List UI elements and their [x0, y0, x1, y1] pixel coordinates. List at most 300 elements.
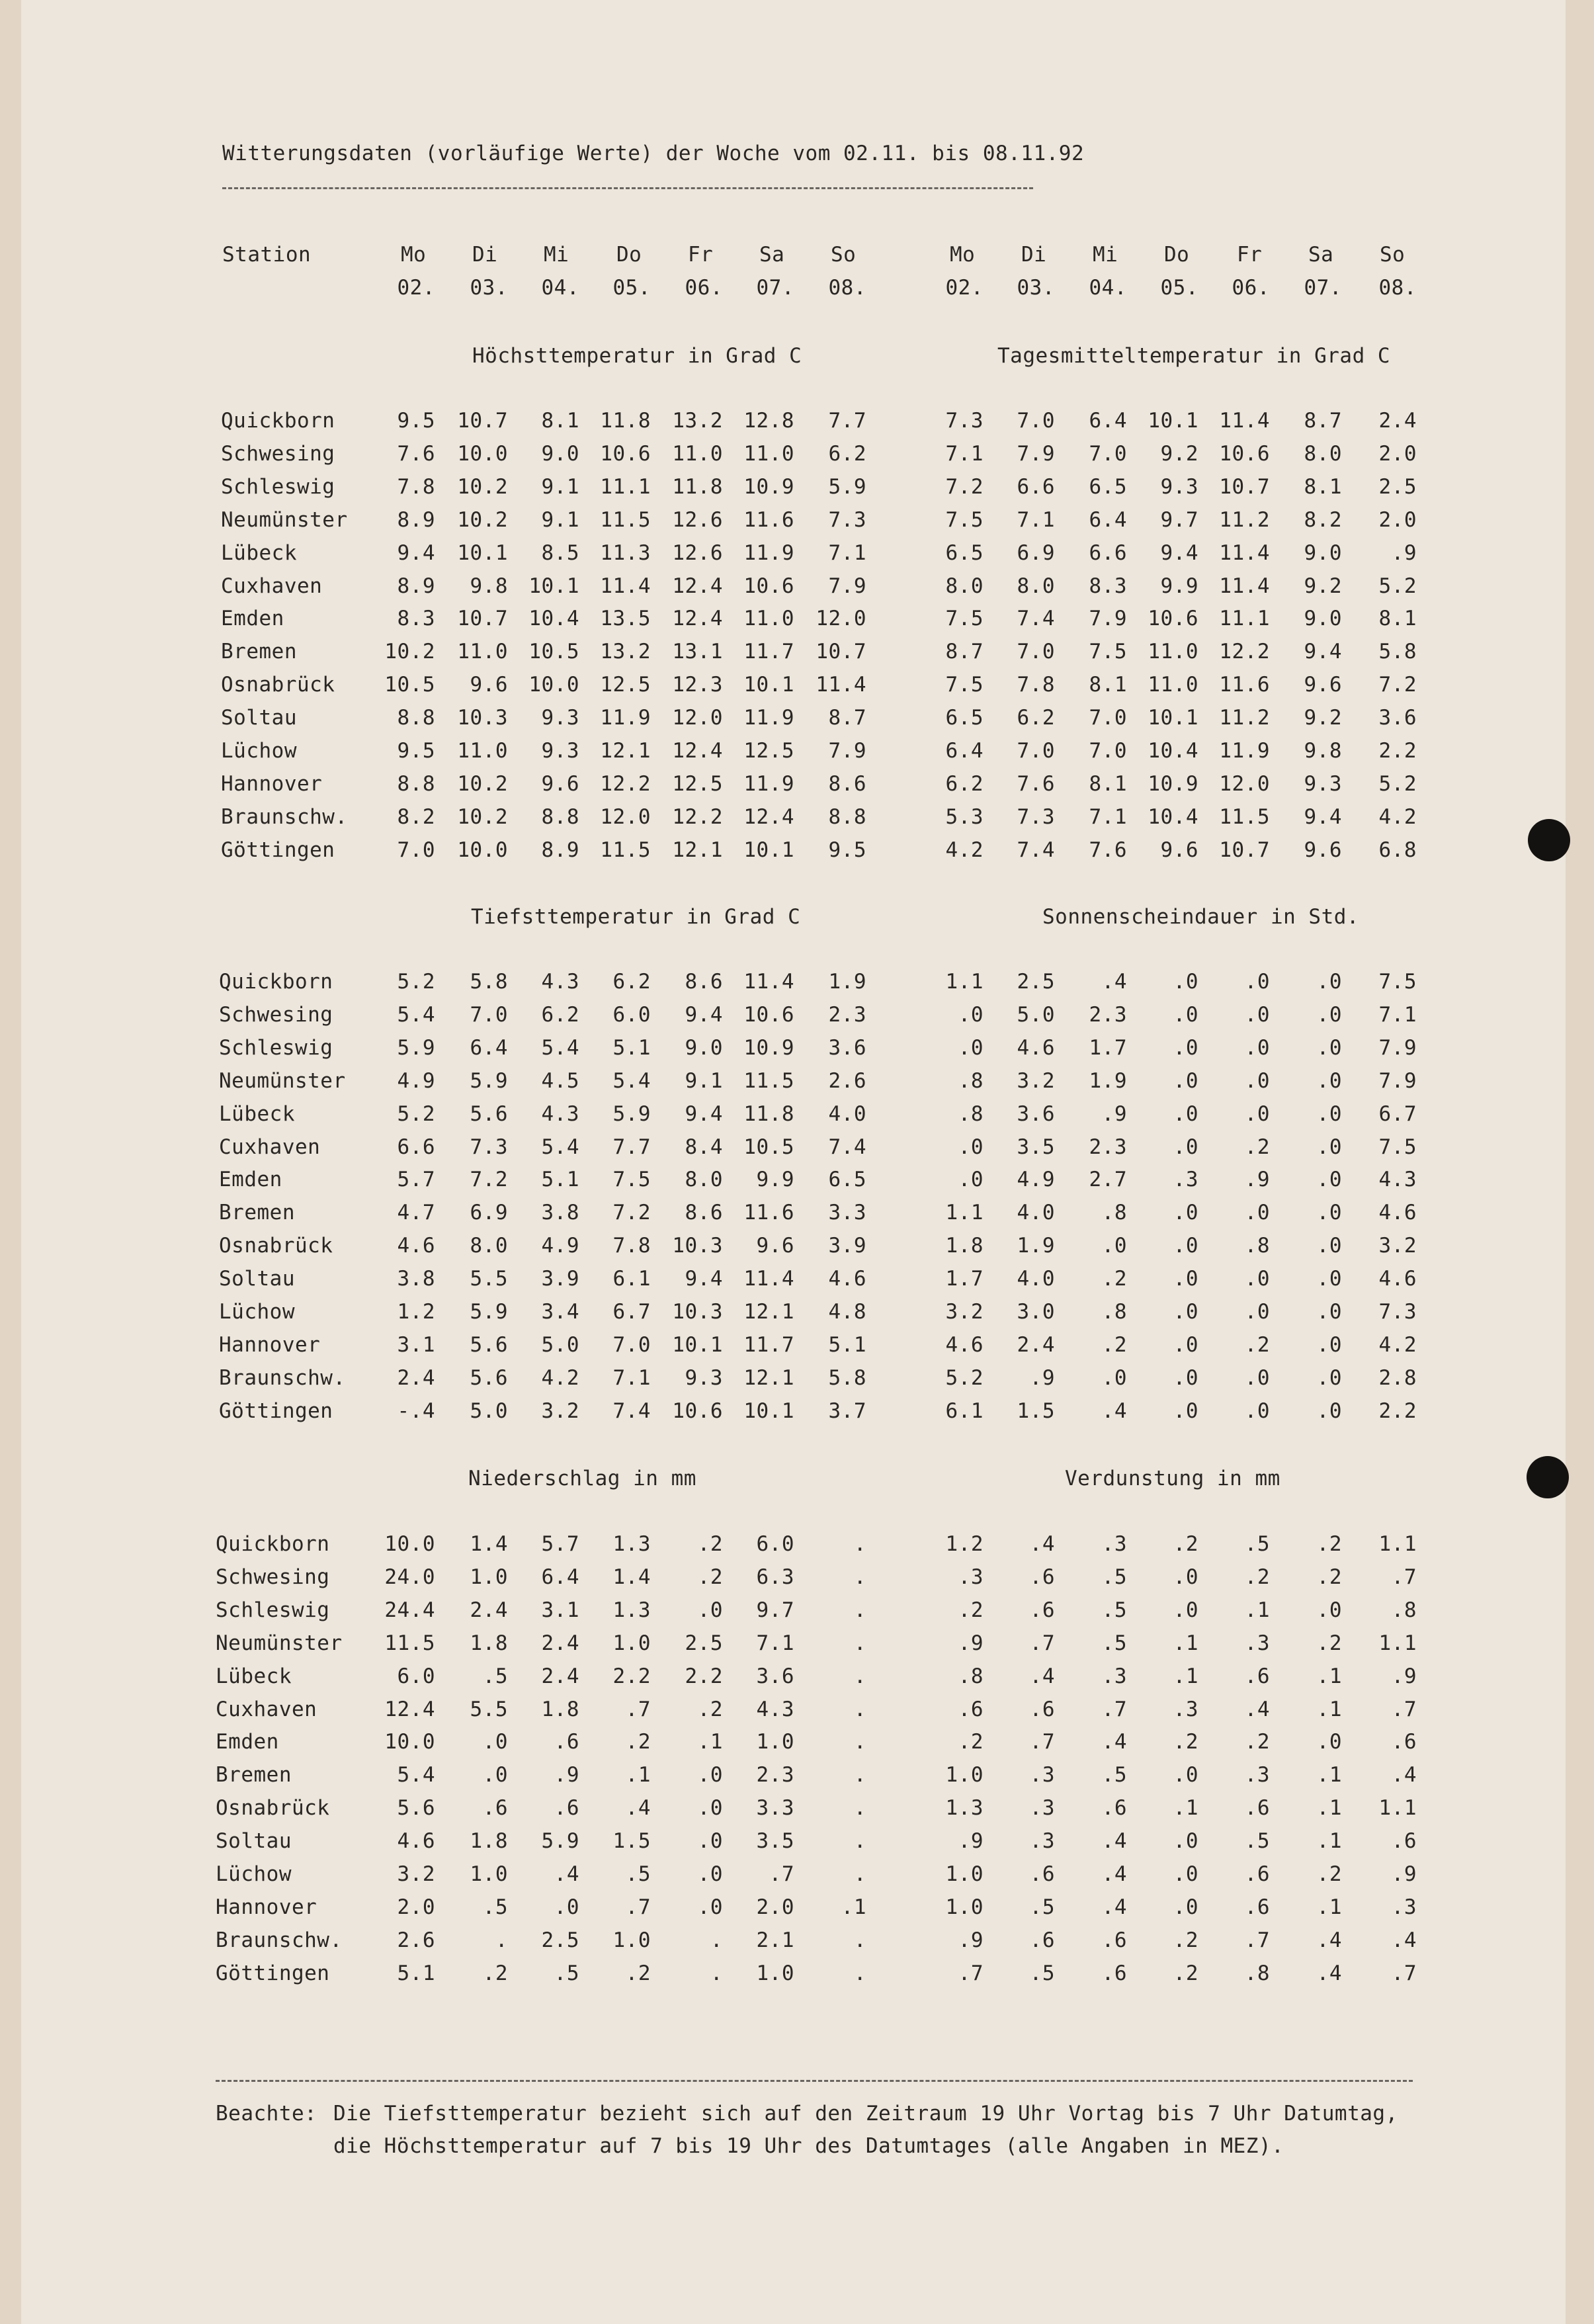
- value-cell-right: 6.2: [945, 772, 984, 796]
- value-cell-left: 8.6: [685, 970, 723, 994]
- value-cell-right: .6: [1244, 1895, 1270, 1919]
- value-cell-left: 5.0: [541, 1333, 579, 1357]
- value-cell-left: 3.3: [828, 1201, 866, 1225]
- day-header-right: Do: [1164, 243, 1190, 267]
- value-cell-left: 11.0: [457, 739, 508, 763]
- value-cell-left: 3.9: [541, 1267, 579, 1291]
- day-header-left: Di: [472, 243, 498, 267]
- value-cell-right: .5: [1244, 1829, 1270, 1853]
- value-cell-right: .4: [1244, 1698, 1270, 1721]
- value-cell-left: 10.1: [743, 673, 794, 697]
- value-cell-right: .4: [1101, 1829, 1127, 1853]
- value-cell-right: .4: [1391, 1928, 1417, 1952]
- punch-hole-lower: [1527, 1456, 1569, 1498]
- value-cell-right: 7.0: [1017, 640, 1055, 664]
- value-cell-left: 13.2: [600, 640, 651, 664]
- value-cell-right: 6.5: [1089, 475, 1127, 499]
- value-cell-right: 11.6: [1219, 673, 1270, 697]
- value-cell-right: .0: [1173, 1069, 1198, 1093]
- value-cell-right: 8.1: [1304, 475, 1342, 499]
- value-cell-right: 2.3: [1089, 1003, 1127, 1027]
- value-cell-right: 2.5: [1378, 475, 1417, 499]
- value-cell-left: .: [853, 1532, 866, 1556]
- value-cell-left: 1.8: [541, 1698, 579, 1721]
- value-cell-right: .4: [1029, 1532, 1055, 1556]
- value-cell-left: 11.5: [384, 1631, 435, 1655]
- value-cell-left: 2.3: [828, 1003, 866, 1027]
- value-cell-left: 10.2: [384, 640, 435, 664]
- value-cell-right: 7.0: [1017, 409, 1055, 433]
- value-cell-left: 6.0: [397, 1664, 435, 1688]
- value-cell-right: .0: [1244, 1267, 1270, 1291]
- day-header-left: Do: [616, 243, 642, 267]
- value-cell-left: 5.4: [541, 1135, 579, 1159]
- value-cell-right: .7: [1391, 1961, 1417, 1985]
- value-cell-right: 9.6: [1160, 838, 1198, 862]
- value-cell-left: 12.5: [672, 772, 723, 796]
- value-cell-right: .0: [958, 1168, 984, 1191]
- value-cell-right: 2.5: [1017, 970, 1055, 994]
- value-cell-right: 7.1: [945, 442, 984, 466]
- block-title-left: Niederschlag in mm: [468, 1467, 696, 1490]
- value-cell-right: 7.1: [1378, 1003, 1417, 1027]
- value-cell-right: 1.9: [1089, 1069, 1127, 1093]
- value-cell-right: .0: [1244, 1102, 1270, 1126]
- value-cell-right: .0: [958, 1036, 984, 1060]
- value-cell-left: .2: [625, 1730, 651, 1754]
- value-cell-left: 6.7: [612, 1300, 651, 1324]
- value-cell-left: .1: [625, 1763, 651, 1787]
- value-cell-right: .6: [1029, 1565, 1055, 1589]
- value-cell-left: 10.0: [384, 1730, 435, 1754]
- station-name: Cuxhaven: [219, 1135, 321, 1159]
- value-cell-right: .2: [1173, 1730, 1198, 1754]
- value-cell-right: .0: [1316, 1135, 1342, 1159]
- value-cell-left: 5.4: [397, 1003, 435, 1027]
- value-cell-right: 8.7: [945, 640, 984, 664]
- value-cell-right: 1.1: [945, 1201, 984, 1225]
- date-header-left: 07.: [756, 276, 794, 300]
- footer-rule: [216, 2080, 1413, 2082]
- value-cell-right: .3: [1029, 1796, 1055, 1820]
- value-cell-right: 7.3: [1378, 1300, 1417, 1324]
- value-cell-right: 7.6: [1017, 772, 1055, 796]
- station-name: Bremen: [221, 640, 297, 664]
- value-cell-left: 8.6: [685, 1201, 723, 1225]
- value-cell-right: 11.0: [1148, 640, 1198, 664]
- value-cell-left: 11.8: [672, 475, 723, 499]
- value-cell-left: 5.1: [541, 1168, 579, 1191]
- station-name: Emden: [221, 607, 284, 630]
- value-cell-left: .0: [482, 1730, 508, 1754]
- value-cell-right: 9.6: [1304, 673, 1342, 697]
- value-cell-right: 6.6: [1089, 541, 1127, 565]
- value-cell-right: .9: [1391, 1664, 1417, 1688]
- value-cell-right: 9.3: [1160, 475, 1198, 499]
- value-cell-left: .: [853, 1961, 866, 1985]
- value-cell-left: .0: [482, 1763, 508, 1787]
- value-cell-right: 1.0: [945, 1895, 984, 1919]
- value-cell-left: 10.5: [528, 640, 579, 664]
- value-cell-left: 8.4: [685, 1135, 723, 1159]
- block-title-right: Sonnenscheindauer in Std.: [1042, 905, 1360, 929]
- value-cell-right: .2: [1244, 1333, 1270, 1357]
- date-header-left: 03.: [470, 276, 508, 300]
- value-cell-right: 11.1: [1219, 607, 1270, 630]
- value-cell-left: 8.8: [397, 706, 435, 730]
- value-cell-left: 12.0: [816, 607, 866, 630]
- value-cell-right: .0: [1101, 1366, 1127, 1390]
- value-cell-left: 4.8: [828, 1300, 866, 1324]
- value-cell-right: 10.4: [1148, 739, 1198, 763]
- value-cell-left: 3.6: [828, 1036, 866, 1060]
- value-cell-right: 12.2: [1219, 640, 1270, 664]
- value-cell-left: 4.3: [541, 970, 579, 994]
- date-header-right: 08.: [1378, 276, 1417, 300]
- note-line-2: die Höchsttemperatur auf 7 bis 19 Uhr des Datumtages (alle Angaben in MEZ).: [333, 2134, 1284, 2158]
- value-cell-right: 2.2: [1378, 1399, 1417, 1423]
- value-cell-right: 2.0: [1378, 442, 1417, 466]
- value-cell-left: 11.9: [600, 706, 651, 730]
- value-cell-right: 11.2: [1219, 706, 1270, 730]
- value-cell-left: 4.3: [541, 1102, 579, 1126]
- value-cell-left: 6.4: [470, 1036, 508, 1060]
- value-cell-right: .8: [1244, 1961, 1270, 1985]
- value-cell-right: 7.2: [945, 475, 984, 499]
- value-cell-left: 12.2: [672, 805, 723, 829]
- value-cell-left: 3.4: [541, 1300, 579, 1324]
- value-cell-right: 6.5: [945, 706, 984, 730]
- value-cell-right: 6.6: [1017, 475, 1055, 499]
- value-cell-left: .7: [625, 1698, 651, 1721]
- value-cell-right: 2.4: [1017, 1333, 1055, 1357]
- value-cell-right: 2.0: [1378, 508, 1417, 532]
- value-cell-right: .1: [1173, 1664, 1198, 1688]
- value-cell-left: .2: [482, 1961, 508, 1985]
- value-cell-left: 24.4: [384, 1598, 435, 1622]
- value-cell-left: .0: [697, 1895, 723, 1919]
- value-cell-left: .6: [482, 1796, 508, 1820]
- value-cell-right: 11.9: [1219, 739, 1270, 763]
- value-cell-right: 9.2: [1160, 442, 1198, 466]
- value-cell-right: 7.3: [945, 409, 984, 433]
- value-cell-right: 4.0: [1017, 1201, 1055, 1225]
- value-cell-right: .0: [1173, 1862, 1198, 1886]
- value-cell-left: .9: [554, 1763, 579, 1787]
- value-cell-left: .0: [697, 1796, 723, 1820]
- value-cell-right: 9.8: [1304, 739, 1342, 763]
- value-cell-right: 7.3: [1017, 805, 1055, 829]
- value-cell-right: .5: [1029, 1895, 1055, 1919]
- value-cell-right: 5.0: [1017, 1003, 1055, 1027]
- value-cell-right: .6: [1029, 1598, 1055, 1622]
- value-cell-right: .7: [1101, 1698, 1127, 1721]
- date-header-right: 03.: [1017, 276, 1055, 300]
- value-cell-right: .0: [1173, 1267, 1198, 1291]
- document-title: Witterungsdaten (vorläufige Werte) der Woche vom 02.11. bis 08.11.92: [222, 142, 1085, 165]
- value-cell-right: .8: [1101, 1201, 1127, 1225]
- value-cell-left: 5.0: [470, 1399, 508, 1423]
- station-name: Cuxhaven: [221, 574, 323, 598]
- value-cell-left: .: [853, 1598, 866, 1622]
- station-name: Lüchow: [219, 1300, 295, 1324]
- value-cell-right: .8: [958, 1664, 984, 1688]
- value-cell-left: 9.1: [541, 508, 579, 532]
- value-cell-right: 1.0: [945, 1862, 984, 1886]
- value-cell-right: 4.6: [945, 1333, 984, 1357]
- value-cell-left: 7.0: [470, 1003, 508, 1027]
- value-cell-right: .9: [1244, 1168, 1270, 1191]
- value-cell-left: 4.5: [541, 1069, 579, 1093]
- value-cell-left: 10.9: [743, 1036, 794, 1060]
- value-cell-right: 3.6: [1378, 706, 1417, 730]
- date-header-left: 06.: [685, 276, 723, 300]
- day-header-right: Mi: [1093, 243, 1118, 267]
- value-cell-left: 12.4: [672, 739, 723, 763]
- date-header-left: 08.: [828, 276, 866, 300]
- value-cell-right: .2: [1244, 1565, 1270, 1589]
- value-cell-left: 10.7: [816, 640, 866, 664]
- value-cell-right: .9: [1029, 1366, 1055, 1390]
- value-cell-left: 11.1: [600, 475, 651, 499]
- value-cell-left: 10.3: [457, 706, 508, 730]
- value-cell-left: 5.1: [612, 1036, 651, 1060]
- value-cell-right: .0: [1173, 1366, 1198, 1390]
- value-cell-right: 1.0: [945, 1763, 984, 1787]
- value-cell-left: 10.3: [672, 1300, 723, 1324]
- value-cell-right: 10.1: [1148, 706, 1198, 730]
- value-cell-left: 5.6: [397, 1796, 435, 1820]
- value-cell-right: 7.9: [1089, 607, 1127, 630]
- value-cell-right: .4: [1101, 1862, 1127, 1886]
- value-cell-left: 12.2: [600, 772, 651, 796]
- value-cell-right: .3: [1029, 1829, 1055, 1853]
- value-cell-left: 7.3: [828, 508, 866, 532]
- value-cell-right: .0: [1173, 1333, 1198, 1357]
- value-cell-left: 3.2: [397, 1862, 435, 1886]
- value-cell-right: .2: [958, 1730, 984, 1754]
- value-cell-right: 3.2: [1017, 1069, 1055, 1093]
- value-cell-left: 9.1: [685, 1069, 723, 1093]
- date-header-right: 05.: [1160, 276, 1198, 300]
- value-cell-right: .7: [1391, 1698, 1417, 1721]
- value-cell-left: 10.1: [743, 838, 794, 862]
- value-cell-left: 11.4: [743, 970, 794, 994]
- value-cell-left: 11.0: [743, 607, 794, 630]
- value-cell-left: 5.9: [470, 1069, 508, 1093]
- value-cell-left: 4.6: [397, 1829, 435, 1853]
- value-cell-right: 7.0: [1089, 442, 1127, 466]
- value-cell-right: .6: [1029, 1698, 1055, 1721]
- value-cell-right: 8.7: [1304, 409, 1342, 433]
- value-cell-right: .7: [1029, 1631, 1055, 1655]
- value-cell-left: 3.8: [397, 1267, 435, 1291]
- value-cell-right: .4: [1391, 1763, 1417, 1787]
- value-cell-left: 2.4: [541, 1631, 579, 1655]
- value-cell-right: .0: [1244, 1366, 1270, 1390]
- value-cell-right: 3.5: [1017, 1135, 1055, 1159]
- value-cell-right: .8: [1244, 1234, 1270, 1258]
- value-cell-right: 8.1: [1089, 673, 1127, 697]
- value-cell-left: 5.9: [612, 1102, 651, 1126]
- value-cell-right: .9: [958, 1631, 984, 1655]
- value-cell-right: 10.6: [1148, 607, 1198, 630]
- value-cell-right: .0: [958, 1135, 984, 1159]
- value-cell-right: .7: [1391, 1565, 1417, 1589]
- value-cell-left: 2.4: [541, 1664, 579, 1688]
- station-name: Braunschw.: [219, 1366, 346, 1390]
- value-cell-left: 10.0: [528, 673, 579, 697]
- value-cell-left: 9.6: [470, 673, 508, 697]
- station-name: Quickborn: [219, 970, 333, 994]
- value-cell-right: 10.1: [1148, 409, 1198, 433]
- value-cell-left: 5.7: [397, 1168, 435, 1191]
- value-cell-left: 8.2: [397, 805, 435, 829]
- value-cell-right: .2: [1244, 1730, 1270, 1754]
- value-cell-right: 4.2: [1378, 1333, 1417, 1357]
- value-cell-right: .3: [1173, 1698, 1198, 1721]
- value-cell-right: .0: [1316, 1234, 1342, 1258]
- value-cell-left: 10.0: [457, 838, 508, 862]
- value-cell-right: .6: [958, 1698, 984, 1721]
- value-cell-left: 10.9: [743, 475, 794, 499]
- value-cell-right: .6: [1029, 1928, 1055, 1952]
- value-cell-left: 2.0: [397, 1895, 435, 1919]
- value-cell-right: .0: [1244, 1300, 1270, 1324]
- value-cell-right: 7.4: [1017, 838, 1055, 862]
- value-cell-right: 7.4: [1017, 607, 1055, 630]
- value-cell-right: .9: [1391, 1862, 1417, 1886]
- value-cell-left: 7.8: [612, 1234, 651, 1258]
- value-cell-left: 3.2: [541, 1399, 579, 1423]
- value-cell-right: .0: [1244, 1399, 1270, 1423]
- value-cell-right: .0: [1316, 1168, 1342, 1191]
- value-cell-left: 8.0: [470, 1234, 508, 1258]
- value-cell-left: .: [853, 1862, 866, 1886]
- value-cell-left: 6.9: [470, 1201, 508, 1225]
- value-cell-right: 12.0: [1219, 772, 1270, 796]
- value-cell-right: .0: [1244, 970, 1270, 994]
- value-cell-left: 12.1: [600, 739, 651, 763]
- value-cell-right: 10.4: [1148, 805, 1198, 829]
- value-cell-left: .: [853, 1730, 866, 1754]
- value-cell-right: 1.1: [1378, 1796, 1417, 1820]
- value-cell-left: 7.9: [828, 739, 866, 763]
- value-cell-right: 3.2: [945, 1300, 984, 1324]
- value-cell-left: 2.3: [756, 1763, 794, 1787]
- value-cell-left: 9.6: [541, 772, 579, 796]
- day-header-right: Di: [1021, 243, 1047, 267]
- value-cell-right: .4: [1029, 1664, 1055, 1688]
- value-cell-right: .9: [1101, 1102, 1127, 1126]
- value-cell-right: .5: [1101, 1598, 1127, 1622]
- value-cell-left: 8.8: [828, 805, 866, 829]
- station-name: Braunschw.: [221, 805, 348, 829]
- value-cell-left: 10.3: [672, 1234, 723, 1258]
- date-header-left: 05.: [612, 276, 651, 300]
- value-cell-right: .1: [1316, 1829, 1342, 1853]
- value-cell-right: 4.3: [1378, 1168, 1417, 1191]
- value-cell-left: 13.1: [672, 640, 723, 664]
- value-cell-left: 5.4: [397, 1763, 435, 1787]
- value-cell-right: 5.3: [945, 805, 984, 829]
- value-cell-right: .0: [1173, 1895, 1198, 1919]
- value-cell-right: 9.0: [1304, 541, 1342, 565]
- value-cell-left: 5.9: [397, 1036, 435, 1060]
- value-cell-left: 9.5: [397, 409, 435, 433]
- value-cell-left: 12.1: [743, 1366, 794, 1390]
- value-cell-left: 13.2: [672, 409, 723, 433]
- value-cell-left: 8.9: [397, 574, 435, 598]
- value-cell-right: 4.6: [1017, 1036, 1055, 1060]
- station-name: Göttingen: [221, 838, 335, 862]
- value-cell-right: .6: [1101, 1961, 1127, 1985]
- value-cell-left: 5.9: [828, 475, 866, 499]
- value-cell-right: .1: [1316, 1895, 1342, 1919]
- value-cell-right: .4: [1101, 1730, 1127, 1754]
- value-cell-left: 8.6: [828, 772, 866, 796]
- value-cell-left: 7.1: [612, 1366, 651, 1390]
- value-cell-left: 7.8: [397, 475, 435, 499]
- value-cell-right: .1: [1244, 1598, 1270, 1622]
- note-label: Beachte:: [216, 2102, 317, 2126]
- day-header-left: Mo: [401, 243, 427, 267]
- value-cell-left: 5.2: [397, 970, 435, 994]
- value-cell-left: .: [853, 1698, 866, 1721]
- station-name: Schleswig: [221, 475, 335, 499]
- value-cell-left: 9.1: [541, 475, 579, 499]
- value-cell-right: 1.3: [945, 1796, 984, 1820]
- value-cell-right: 9.2: [1304, 574, 1342, 598]
- value-cell-left: .: [710, 1928, 723, 1952]
- value-cell-left: 10.7: [457, 409, 508, 433]
- value-cell-right: .6: [1029, 1862, 1055, 1886]
- value-cell-left: 5.6: [470, 1102, 508, 1126]
- value-cell-right: .2: [1173, 1928, 1198, 1952]
- value-cell-right: 9.4: [1304, 640, 1342, 664]
- station-name: Soltau: [216, 1829, 292, 1853]
- value-cell-right: 7.5: [1378, 970, 1417, 994]
- day-header-right: Sa: [1308, 243, 1334, 267]
- value-cell-right: .0: [1316, 1102, 1342, 1126]
- value-cell-right: .6: [1391, 1829, 1417, 1853]
- date-header-right: 07.: [1304, 276, 1342, 300]
- value-cell-right: 1.5: [1017, 1399, 1055, 1423]
- value-cell-right: .6: [1101, 1796, 1127, 1820]
- value-cell-right: .5: [1101, 1565, 1127, 1589]
- value-cell-left: 4.9: [397, 1069, 435, 1093]
- value-cell-left: .: [853, 1565, 866, 1589]
- value-cell-right: .2: [1244, 1135, 1270, 1159]
- station-name: Osnabrück: [216, 1796, 330, 1820]
- value-cell-left: 4.6: [828, 1267, 866, 1291]
- value-cell-right: .1: [1316, 1763, 1342, 1787]
- value-cell-right: 1.7: [945, 1267, 984, 1291]
- value-cell-left: 8.5: [541, 541, 579, 565]
- value-cell-right: 6.4: [1089, 409, 1127, 433]
- value-cell-right: 6.7: [1378, 1102, 1417, 1126]
- value-cell-left: 9.0: [685, 1036, 723, 1060]
- value-cell-left: 5.8: [470, 970, 508, 994]
- station-name: Soltau: [219, 1267, 295, 1291]
- value-cell-right: .0: [1173, 1036, 1198, 1060]
- value-cell-right: .9: [958, 1928, 984, 1952]
- value-cell-right: 6.1: [945, 1399, 984, 1423]
- value-cell-right: 1.1: [945, 970, 984, 994]
- value-cell-left: 10.6: [672, 1399, 723, 1423]
- value-cell-right: 9.6: [1304, 838, 1342, 862]
- value-cell-left: 2.4: [470, 1598, 508, 1622]
